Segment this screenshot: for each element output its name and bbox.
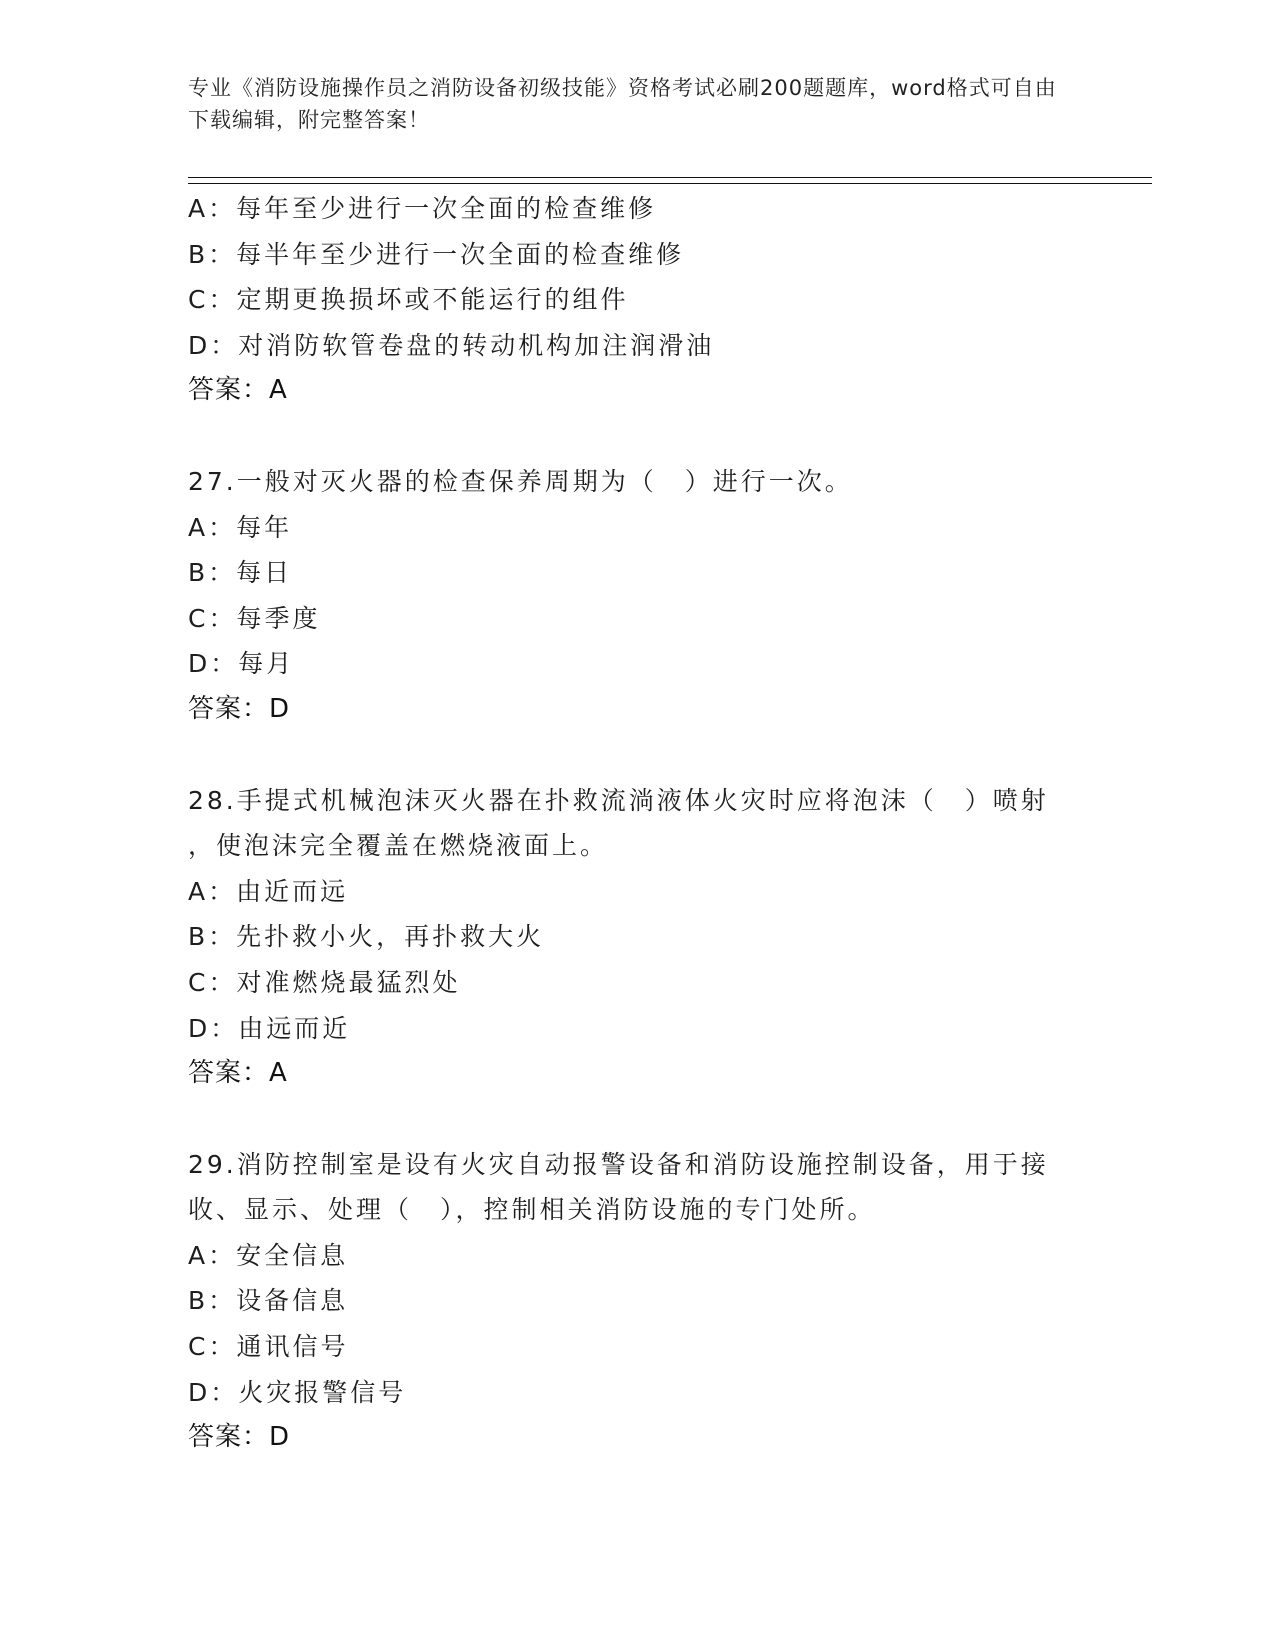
answer: 答案：D: [188, 1422, 291, 1453]
option-d: D：火灾报警信号: [188, 1377, 407, 1407]
question-continued: [188, 186, 1088, 414]
option-b: B：每半年至少进行一次全面的检查维修: [188, 239, 685, 269]
spacer: [188, 733, 1088, 778]
option-a: A：每年: [188, 512, 293, 542]
question-29: [188, 1142, 1088, 1461]
answer: 答案：A: [188, 1058, 288, 1089]
option-a: A：安全信息: [188, 1240, 349, 1270]
spacer: [188, 414, 1088, 459]
option-d: D：每月: [188, 649, 295, 679]
option-a: A：每年至少进行一次全面的检查维修: [188, 194, 657, 223]
question-stem-line-2: ，使泡沫完全覆盖在燃烧液面上。: [188, 831, 609, 861]
question-stem-line-2: 收、显示、处理（ ），控制相关消防设施的专门处所。: [188, 1195, 876, 1225]
header-rule-bottom: [188, 183, 1152, 184]
option-c: C：定期更换损坏或不能运行的组件: [188, 285, 629, 315]
option-d: D：由远而近: [188, 1013, 351, 1043]
option-d: D：对消防软管卷盘的转动机构加注润滑油: [188, 330, 715, 360]
answer: 答案：D: [188, 693, 291, 724]
option-b: B：每日: [188, 558, 293, 588]
header-title: 专业《消防设施操作员之消防设备初级技能》资格考试必刷200题题库，word格式可自由下载编辑，附完整答案！: [188, 76, 1057, 132]
option-c: C：对准燃烧最猛烈处: [188, 967, 461, 997]
option-c: C：每季度: [188, 603, 321, 633]
option-b: B：先扑救小火，再扑救大火: [188, 922, 545, 952]
header-rule-top: [188, 177, 1152, 178]
question-stem-line-1: 28.手提式机械泡沫灭火器在扑救流淌液体火灾时应将泡沫（ ）喷射: [188, 785, 1049, 815]
question-28: [188, 778, 1088, 1097]
spacer: [188, 1097, 1088, 1142]
option-b: B：设备信息: [188, 1286, 349, 1316]
question-list: [188, 186, 1088, 1461]
document-header: [188, 72, 1068, 136]
option-a: A：由近而远: [188, 876, 349, 906]
question-stem: 27.一般对灭火器的检查保养周期为（ ）进行一次。: [188, 466, 853, 496]
option-c: C：通讯信号: [188, 1332, 349, 1362]
question-27: [188, 459, 1088, 733]
answer: 答案：A: [188, 375, 288, 406]
question-stem-line-1: 29.消防控制室是设有火灾自动报警设备和消防设施控制设备，用于接: [188, 1149, 1049, 1179]
